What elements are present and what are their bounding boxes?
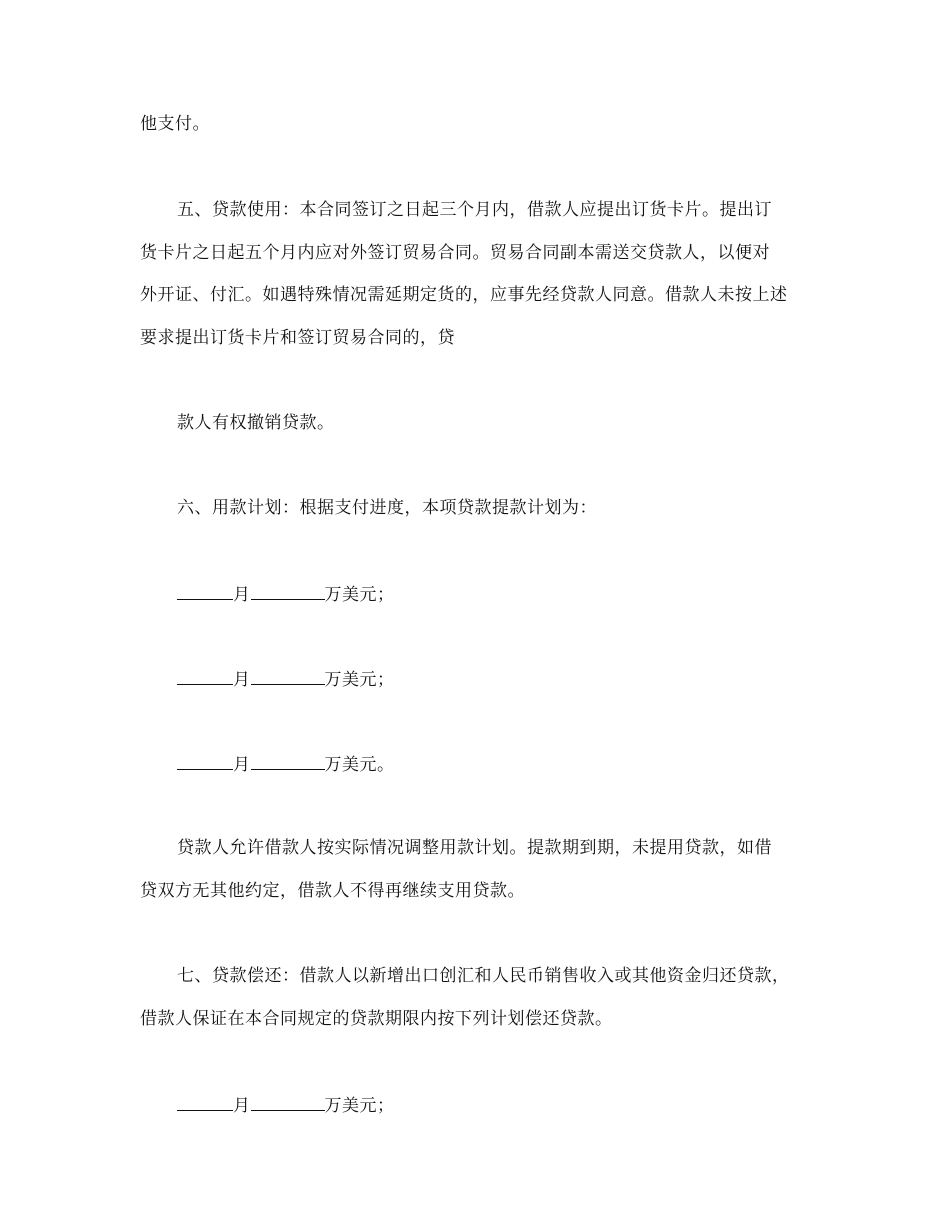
- amount-label: 万美元；: [324, 585, 395, 605]
- amount-label: 万美元；: [324, 1096, 395, 1116]
- repay-row-1: [177, 1094, 857, 1116]
- section-6-heading: 六、用款计划：根据支付进度，本项贷款提款计划为：: [177, 498, 597, 518]
- section-5-line-5: 款人有权撤销贷款。: [177, 413, 335, 433]
- blank-month-field: [177, 753, 233, 770]
- blank-month-field: [177, 1094, 233, 1111]
- plan-row-2: [177, 668, 857, 690]
- blank-amount-field: [251, 1094, 325, 1111]
- blank-amount-field: [251, 583, 325, 600]
- month-label: 月: [233, 585, 251, 605]
- month-label: 月: [233, 1096, 251, 1116]
- section-7-line-1: 七、贷款偿还：借款人以新增出口创汇和人民币销售收入或其他资金归还贷款，: [177, 966, 790, 986]
- section-5-line-1: 五、贷款使用：本合同签订之日起三个月内，借款人应提出订货卡片。提出订: [177, 200, 772, 220]
- plan-row-3: [177, 753, 857, 775]
- paragraph-line: 他支付。: [140, 114, 210, 134]
- plan-row-1: [177, 583, 857, 605]
- blank-month-field: [177, 668, 233, 685]
- adjust-paragraph-line-1: 贷款人允许借款人按实际情况调整用款计划。提款期到期，未提用贷款，如借: [177, 838, 772, 858]
- blank-amount-field: [251, 668, 325, 685]
- blank-month-field: [177, 583, 233, 600]
- section-7-line-2: 借款人保证在本合同规定的贷款期限内按下列计划偿还贷款。: [140, 1009, 613, 1029]
- blank-amount-field: [251, 753, 325, 770]
- amount-label: 万美元。: [324, 755, 395, 775]
- section-5-line-4: 要求提出订货卡片和签订贸易合同的，贷: [140, 328, 455, 348]
- adjust-paragraph-line-2: 贷双方无其他约定，借款人不得再继续支用贷款。: [140, 881, 525, 901]
- section-5-line-2: 货卡片之日起五个月内应对外签订贸易合同。贸易合同副本需送交贷款人，以便对: [140, 243, 770, 263]
- month-label: 月: [233, 670, 251, 690]
- month-label: 月: [233, 755, 251, 775]
- amount-label: 万美元；: [324, 670, 395, 690]
- section-5-line-3: 外开证、付汇。如遇特殊情况需延期定货的，应事先经贷款人同意。借款人未按上述: [140, 285, 788, 305]
